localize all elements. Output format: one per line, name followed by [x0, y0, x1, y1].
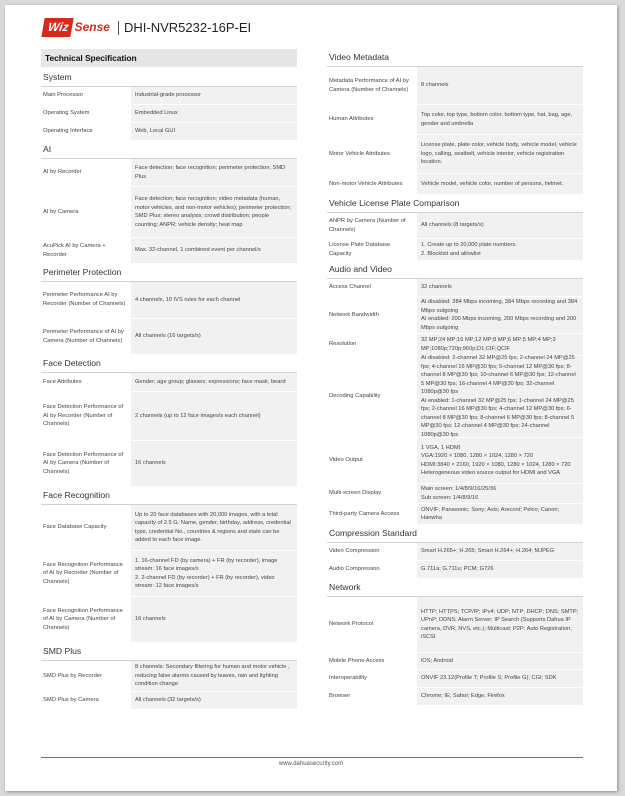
spec-value: License plate, plate color, vehicle body, vehicle model, vehicle logo, calling, seatbelt, vehicle interior, vehicle registration location. — [417, 135, 583, 173]
spec-row-motor-vehicle-attributes — [327, 135, 583, 174]
spec-row-ai-by-camera — [41, 187, 297, 238]
spec-label: Operating Interface — [43, 128, 93, 135]
spec-value: Embedded Linux — [131, 105, 297, 122]
spec-title: Technical Specification — [41, 49, 297, 67]
logo-wiz-text: Wiz — [41, 18, 73, 37]
spec-value: ONVIF 23.12(Profile T; Profile S; Profile G); CGI; SDK — [417, 670, 583, 687]
spec-value: AI disabled: 2-channel 32 MP@25 fps; 2-channel 24 MP@25 fps; 4-channel 16 MP@30 fps; 5-channel 12 MP@30 fps; 8-channel 8 MP@30 fps; 10-channel 6 MP@30 fps; 12-channel 5 MP@30 fps; 16-channel 4 MP@30 fps; 32-channel 1080p@30 fps AI enabled: 1-channel 32 MP@25 fps; 1-channel 24 MP@25 fps; 2-channel 16 MP@30 fps; 4-channel 12 MP@30 fps; 6-channel 8 MP@30 fps; 8-channel 6 MP@30 fps; 8-channel 5 MP@30 fps; 12-channel 4 MP@30 fps; 24-channel 1080p@30 fps — [417, 356, 583, 437]
spec-row-anpr-by-camera-number-of-channels — [327, 213, 583, 239]
spec-label: Network Protocol — [329, 621, 374, 628]
section-compression-standard: Compression Standard — [327, 525, 583, 543]
spec-label: SMD Plus by Recorder — [43, 672, 102, 679]
spec-value: Max. 32-channel, 1 combined event per channel/s — [131, 238, 297, 263]
spec-label: Interoperability — [329, 675, 368, 682]
spec-value: All channels (32 targets/s) — [131, 692, 297, 709]
title-divider — [118, 21, 119, 35]
spec-value: HTTP; HTTPS; TCP/IP; IPv4; UDP; NTP; DHCP; DNS; SMTP; UPnP; DDNS; Alarm Server; IP Search (Supports Dahua IP camera, DVR, NVS, etc.); Multicast; P2P; Auto Registration; iSCSI — [417, 597, 583, 652]
spec-row-human-attributes — [327, 105, 583, 135]
spec-value: 4 channels, 10 IVS rules for each channel — [131, 282, 297, 318]
left-spec-column — [41, 49, 297, 710]
spec-value: All channels (16 targets/s) — [131, 319, 297, 354]
spec-label: Face Recognition Performance of AI by Camera (Number of Channels) — [43, 607, 123, 631]
spec-row-perimeter-performance-ai-by-recorder-number-of-channels — [41, 282, 297, 319]
spec-row-network-bandwidth — [327, 297, 583, 334]
spec-label: Non-motor Vehicle Attributes — [329, 180, 403, 187]
spec-value: 16 channels — [131, 441, 297, 486]
spec-row-browser — [327, 688, 583, 706]
spec-row-acupick-ai-by-camera-recorder — [41, 238, 297, 264]
model-title — [118, 19, 251, 36]
spec-row-perimeter-performance-of-ai-by-camera-number-of-channels — [41, 319, 297, 355]
spec-label: Multi-screen Display — [329, 490, 382, 497]
spec-row-resolution — [327, 334, 583, 356]
section-smd-plus: SMD Plus — [41, 643, 297, 661]
spec-value: 32 channels — [417, 279, 583, 296]
spec-label: Face Recognition Performance of AI by Recorder (Number of Channels) — [43, 561, 123, 585]
spec-row-access-channel — [327, 279, 583, 297]
section-vehicle-license-plate-comparison: Vehicle License Plate Comparison — [327, 195, 583, 213]
logo-sense-text: Sense — [74, 20, 110, 34]
spec-value: 16 channels — [131, 597, 297, 642]
spec-value: All channels (8 targets/s) — [417, 213, 583, 238]
spec-row-ai-by-recorder — [41, 159, 297, 187]
spec-label: Video Compression — [329, 548, 380, 555]
spec-label: SMD Plus by Camera — [43, 697, 99, 704]
spec-row-face-detection-performance-of-ai-by-recorder-number-of-channels — [41, 392, 297, 441]
spec-value: 8 channels — [417, 67, 583, 104]
spec-label: Browser — [329, 693, 351, 700]
spec-row-multi-screen-display — [327, 484, 583, 504]
spec-row-operating-system — [41, 105, 297, 123]
spec-row-face-detection-performance-of-ai-by-camera-number-of-channels — [41, 441, 297, 487]
spec-value: 1 VGA, 1 HDMI VGA:1920 × 1080, 1280 × 1024, 1280 × 720 HDMI:3840 × 2160, 1920 × 1080, 1280 × 1024, 1280 × 720 Heterogeneous video source output for HDMI and VGA — [417, 438, 583, 483]
spec-value: ONVIF; Panasonic; Sony; Axis; Arecont; Pelco; Canon; Hanwha — [417, 504, 583, 524]
spec-label: ANPR by Camera (Number of Channels) — [329, 217, 406, 233]
spec-value: Industrial-grade processor — [131, 87, 297, 104]
spec-value: Main screen: 1/4/8/9/16/25/36 Sub screen: 1/4/8/9/16 — [417, 484, 583, 503]
spec-label: Face Database Capacity — [43, 524, 107, 531]
spec-label: AcuPick AI by Camera + Recorder — [43, 242, 106, 258]
spec-row-interoperability — [327, 670, 583, 688]
spec-row-smd-plus-by-camera — [41, 692, 297, 710]
spec-label: Perimeter Performance AI by Recorder (Number of Channels) — [43, 292, 126, 307]
spec-label: Mobile Phone Access — [329, 657, 385, 664]
section-face-recognition: Face Recognition — [41, 487, 297, 505]
section-face-detection: Face Detection — [41, 355, 297, 373]
spec-label: License Plate Database Capacity — [329, 241, 391, 257]
spec-row-smd-plus-by-recorder — [41, 661, 297, 692]
spec-row-face-recognition-performance-of-ai-by-camera-number-of-channels — [41, 597, 297, 643]
spec-row-third-party-camera-access — [327, 504, 583, 525]
right-spec-column — [327, 49, 583, 706]
spec-value: AI disabled: 384 Mbps incoming, 384 Mbps recording and 384 Mbps outgoing AI enabled: 200 Mbps incoming, 200 Mbps recording and 200 Mbps outgoing — [417, 297, 583, 333]
spec-row-mobile-phone-access — [327, 653, 583, 670]
spec-value: Top color, top type, bottom color, bottom type, hat, bag, age, gender and umbrella — [417, 105, 583, 134]
spec-label: Network Bandwidth — [329, 311, 379, 318]
spec-row-non-motor-vehicle-attributes — [327, 174, 583, 195]
spec-row-main-processor — [41, 87, 297, 105]
spec-label: Main Processor — [43, 92, 84, 99]
spec-row-video-compression — [327, 543, 583, 561]
spec-row-face-recognition-performance-of-ai-by-recorder-number-of-channels — [41, 551, 297, 597]
section-system: System — [41, 69, 297, 87]
spec-value: Chrome; IE; Safari; Edge; Firefox — [417, 688, 583, 705]
spec-value: Face detection; face recognition; perimeter protection; SMD Plus — [131, 159, 297, 186]
spec-row-network-protocol — [327, 597, 583, 653]
spec-value: 1. 16-channel FD (by camera) + FR (by recorder), image stream: 16 face images/s 2. 2-channel FD (by recorder) + FR (by recorder), video stream: 12 face images/s — [131, 551, 297, 596]
spec-value: Vehicle model, vehicle color, number of persons, helmet. — [417, 174, 583, 194]
spec-value: Web, Local GUI — [131, 123, 297, 140]
section-audio-and-video: Audio and Video — [327, 261, 583, 279]
spec-value: 32 MP;24 MP;16 MP;12 MP;8 MP;6 MP;5 MP;4 MP;3 MP;1080p;720p;960p;D1;CIF;QCIF — [417, 334, 583, 355]
spec-value: Smart H.265+; H.265; Smart H.264+; H.264; MJPEG — [417, 543, 583, 560]
spec-value: 2 channels (up to 12 face images/s each channel) — [131, 392, 297, 440]
spec-row-video-output — [327, 438, 583, 484]
spec-label: Face Detection Performance of AI by Recorder (Number of Channels) — [43, 404, 124, 428]
spec-row-metadata-performance-of-ai-by-camera-number-of-channels — [327, 67, 583, 105]
spec-label: Human Attributes — [329, 116, 374, 123]
spec-value: Face detection; face recognition; video metadata (human, motor vehicles, and non-motor vehicles); perimeter protection; SMD Plus; stereo analysis; crowd distribution; people counting; ANPR; vehicle density; heat map — [131, 187, 297, 237]
spec-label: Face Detection Performance of AI by Camera (Number of Channels) — [43, 451, 124, 475]
datasheet-page — [5, 5, 617, 791]
section-ai: AI — [41, 141, 297, 159]
spec-row-face-attributes — [41, 373, 297, 392]
spec-label: Access Channel — [329, 284, 371, 291]
wizsense-logo — [43, 18, 110, 37]
spec-label: Operating System — [43, 110, 90, 117]
spec-label: Third-party Camera Access — [329, 510, 400, 517]
spec-label: Perimeter Performance of AI by Camera (Number of Channels) — [43, 328, 124, 344]
footer-divider — [41, 757, 583, 758]
spec-label: Face Attributes — [43, 378, 82, 385]
spec-label: AI by Camera — [43, 208, 79, 215]
footer-url: www.dahuasecurity.com — [278, 761, 344, 767]
model-number: DHI-NVR5232-16P-EI — [124, 20, 252, 35]
spec-label: Motor Vehicle Attributes — [329, 150, 390, 157]
spec-label: AI by Recorder — [43, 169, 82, 176]
spec-label: Audio Compression — [329, 566, 380, 573]
spec-row-operating-interface — [41, 123, 297, 141]
spec-label: Decoding Capability — [329, 393, 381, 400]
spec-row-audio-compression — [327, 561, 583, 579]
spec-row-license-plate-database-capacity — [327, 239, 583, 261]
spec-value: Up to 20 face databases with 20,000 images, with a total capacity of 2.5 G. Name, gender, birthday, address, credential type, credential No., countries & regions and state can be added to each face image. — [131, 505, 297, 550]
spec-label: Resolution — [329, 341, 357, 348]
spec-row-face-database-capacity — [41, 505, 297, 551]
spec-value: iOS; Android — [417, 653, 583, 669]
spec-value: G.711a; G.711u; PCM; G726 — [417, 561, 583, 578]
spec-value: 8 channels: Secondary filtering for human and motor vehicle , reducing false alarms caused by leaves, rain and lighting condition change — [131, 661, 297, 691]
spec-value: Gender; age group; glasses; expressions; face mask; beard — [131, 373, 297, 391]
section-perimeter-protection: Perimeter Protection — [41, 264, 297, 282]
section-network: Network — [327, 579, 583, 597]
section-video-metadata: Video Metadata — [327, 49, 583, 67]
spec-label: Metadata Performance of AI by Camera (Number of Channels) — [329, 77, 409, 93]
spec-label: Video Output — [329, 457, 363, 464]
spec-value: 1. Create up to 20,000 plate numbers. 2. Blocklist and allowlist — [417, 239, 583, 260]
spec-row-decoding-capability — [327, 356, 583, 438]
